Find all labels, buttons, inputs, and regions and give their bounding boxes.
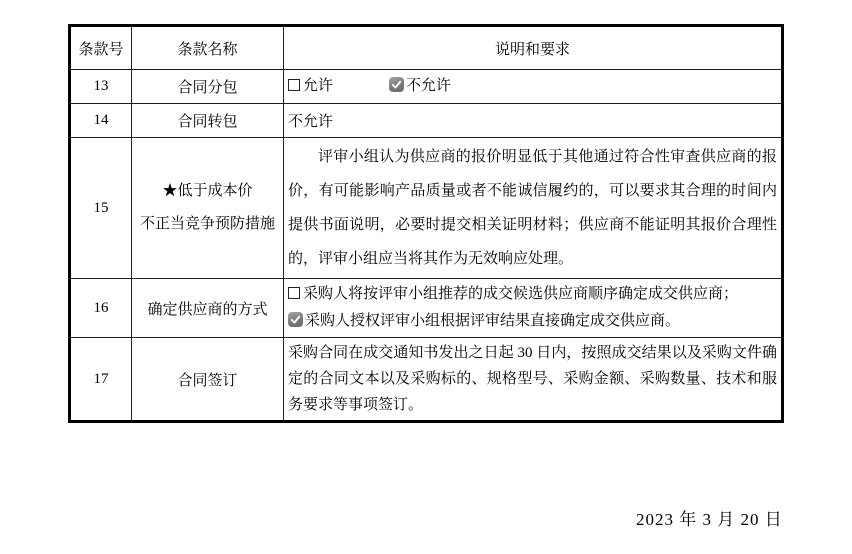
clause-desc: 不允许 bbox=[284, 104, 783, 138]
clause-no: 14 bbox=[70, 104, 132, 138]
clause-name: 合同签订 bbox=[132, 338, 284, 422]
header-clause-desc: 说明和要求 bbox=[284, 26, 783, 70]
clause-no: 17 bbox=[70, 338, 132, 422]
table-header-row bbox=[70, 26, 783, 70]
table-row bbox=[70, 338, 783, 422]
checkbox-checked-icon bbox=[288, 312, 303, 327]
clause-desc bbox=[284, 279, 783, 338]
header-clause-name: 条款名称 bbox=[132, 26, 284, 70]
option-label: 不允许 bbox=[406, 78, 452, 94]
clause-desc bbox=[284, 338, 783, 422]
table-row bbox=[70, 104, 783, 138]
clause-name bbox=[132, 138, 284, 279]
clause-no: 15 bbox=[70, 138, 132, 279]
clause-name-line1: ★低于成本价 bbox=[162, 183, 253, 199]
document-date: 2023 年 3 月 20 日 bbox=[636, 510, 783, 529]
table-row bbox=[70, 138, 783, 279]
option-label: 采购人将按评审小组推荐的成交候选供应商顺序确定成交供应商； bbox=[303, 286, 739, 302]
option-label: 采购人授权评审小组根据评审结果直接确定成交供应商。 bbox=[305, 313, 681, 329]
option-row-checked bbox=[288, 308, 777, 335]
table-row bbox=[70, 70, 783, 104]
clause-desc-paragraph: 采购合同在成交通知书发出之日起 30 日内，按照成交结果以及采购文件确定的合同文本以及采购标的、规格型号、采购金额、采购数量、技术和服务要求等事项签订。 bbox=[288, 345, 777, 413]
option-allow bbox=[288, 78, 451, 94]
checkbox-checked-icon bbox=[389, 77, 404, 92]
clause-name: 合同分包 bbox=[132, 70, 284, 104]
checkbox-unchecked-icon bbox=[288, 79, 300, 91]
clause-desc-paragraph: 评审小组认为供应商的报价明显低于其他通过符合性审查供应商的报价，有可能影响产品质量或者不能诚信履约的，可以要求其合理的时间内提供书面说明，必要时提交相关证明材料；供应商不能证明其报价合理性的，评审小组应当将其作为无效响应处理。 bbox=[288, 149, 777, 267]
clause-name-line2: 不正当竞争预防措施 bbox=[139, 216, 275, 232]
option-label: 允许 bbox=[303, 78, 334, 94]
checkbox-unchecked-icon bbox=[288, 287, 300, 299]
option-row-unchecked bbox=[288, 281, 777, 308]
clauses-table bbox=[68, 24, 784, 423]
clause-name: 确定供应商的方式 bbox=[132, 279, 284, 338]
clause-name: 合同转包 bbox=[132, 104, 284, 138]
clause-no: 13 bbox=[70, 70, 132, 104]
clause-desc bbox=[284, 70, 783, 104]
clause-desc bbox=[284, 138, 783, 279]
table-row bbox=[70, 279, 783, 338]
header-clause-no: 条款号 bbox=[70, 26, 132, 70]
clause-no: 16 bbox=[70, 279, 132, 338]
